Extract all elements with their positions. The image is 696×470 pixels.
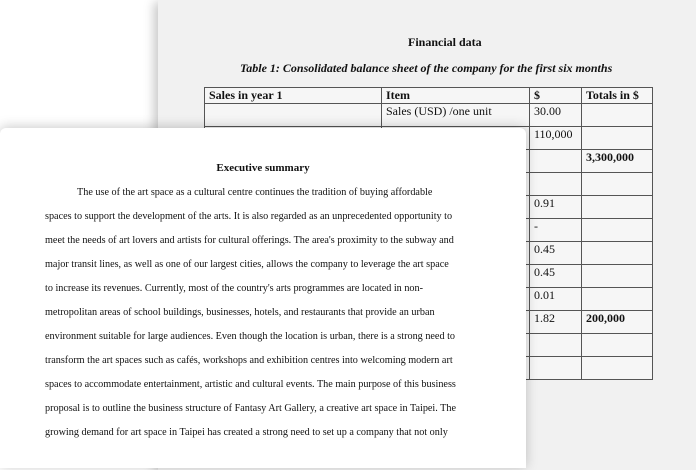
summary-line: major transit lines, as well as one of our largest cities, allows the company to leverage the art space [45,259,449,270]
column-header: Item [382,88,530,104]
table-cell: 30.00 [530,104,582,127]
table-cell: 200,000 [582,311,653,334]
table-caption: Table 1: Consolidated balance sheet of the company for the first six months [240,61,613,75]
table-cell [582,288,653,311]
table-row [205,104,653,127]
table-cell: 3,300,000 [582,150,653,173]
table-cell [582,104,653,127]
summary-line: metropolitan areas of school buildings, businesses, hotels, and restaurants that provide an urban [45,307,435,318]
table-cell [530,173,582,196]
table-cell [582,357,653,380]
summary-line: environment suitable for large audiences. Even though the location is urban, there is a strong need to [45,331,456,342]
table-cell [582,242,653,265]
summary-line: The use of the art space as a cultural centre continues the tradition of buying affordable [77,187,433,198]
summary-line: meet the needs of art lovers and artists for cultural offerings. The area's proximity to the subway and [45,235,454,246]
summary-line: to increase its revenues. Currently, most of the country's arts programmes are located in non- [45,283,423,294]
column-header: $ [530,88,582,104]
summary-line: proposal is to outline the business structure of Fantasy Art Gallery, a creative art space in Taipei. The [45,403,457,414]
table-cell [530,150,582,173]
table-cell: 0.45 [530,265,582,288]
table-cell [582,219,653,242]
summary-line: transform the art spaces such as cafés, workshops and exhibition centres into welcoming modern art [45,355,453,366]
table-cell [205,104,382,127]
table-cell [530,334,582,357]
financial-data-heading: Financial data [408,35,482,49]
table-cell: 0.91 [530,196,582,219]
column-header: Sales in year 1 [205,88,382,104]
executive-summary-page [0,128,526,468]
summary-line: spaces to support the development of the arts. It is also regarded as an unprecedented opportunity to [45,211,453,222]
column-header: Totals in $ [582,88,653,104]
table-cell [582,127,653,150]
table-cell: 110,000 [530,127,582,150]
table-cell: 0.45 [530,242,582,265]
executive-summary-title: Executive summary [216,162,310,174]
table-cell [582,334,653,357]
table-header-row [205,88,653,104]
table-cell [582,196,653,219]
table-cell: 1.82 [530,311,582,334]
summary-line: spaces to accommodate entertainment, artistic and cultural events. The main purpose of this business [45,379,456,390]
table-cell: 0.01 [530,288,582,311]
table-cell [530,357,582,380]
table-cell: - [530,219,582,242]
summary-line: growing demand for art space in Taipei has created a strong need to set up a company that not only [45,427,448,438]
table-cell [582,173,653,196]
table-cell [582,265,653,288]
table-cell: Sales (USD) /one unit [382,104,530,127]
